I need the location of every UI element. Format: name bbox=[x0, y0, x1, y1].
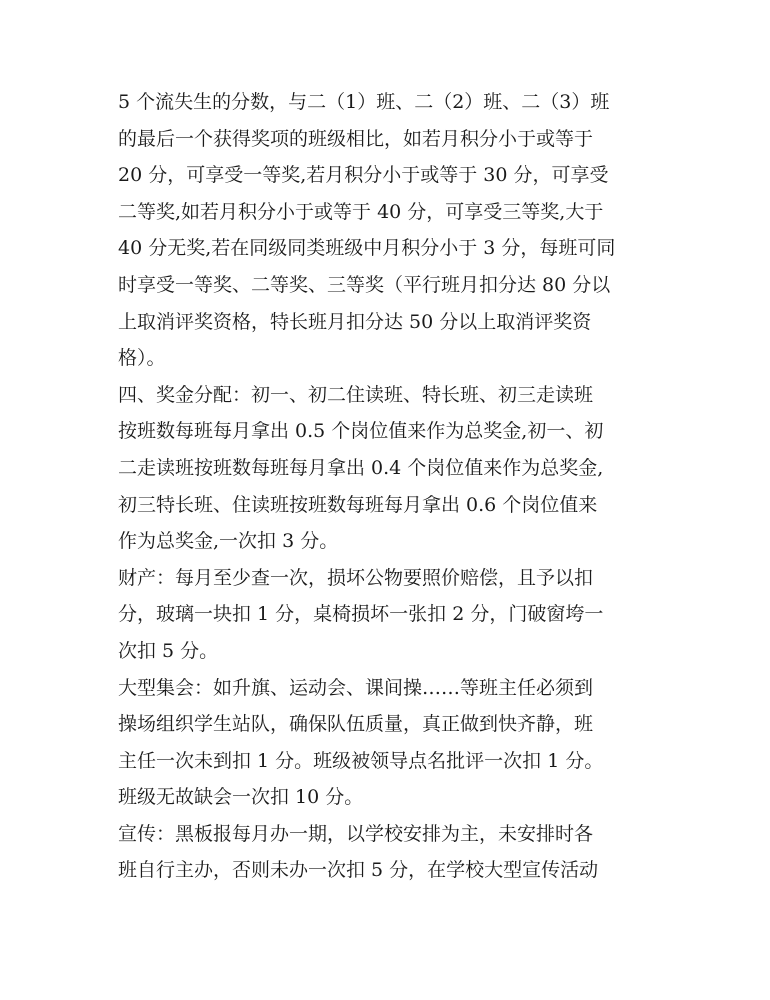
text-line: 格）。 bbox=[118, 347, 166, 370]
text-line: 班自行主办，否则未办一次扣 5 分，在学校大型宣传活动 bbox=[118, 859, 599, 882]
text-line: 40 分无奖,若在同级同类班级中月积分小于 3 分，每班可同 bbox=[118, 237, 616, 260]
text-line: 时享受一等奖、二等奖、三等奖（平行班月扣分达 80 分以 bbox=[118, 273, 611, 296]
text-line: 宣传：黑板报每月办一期，以学校安排为主，未安排时各 bbox=[118, 822, 594, 845]
text-line: 分，玻璃一块扣 1 分，桌椅损坏一张扣 2 分，门破窗垮一 bbox=[118, 603, 604, 626]
text-line: 的最后一个获得奖项的班级相比，如若月积分小于或等于 bbox=[118, 127, 594, 150]
text-line: 操场组织学生站队，确保队伍质量，真正做到快齐静，班 bbox=[118, 713, 594, 736]
text-line: 20 分，可享受一等奖,若月积分小于或等于 30 分，可享受 bbox=[118, 164, 609, 187]
text-line: 次扣 5 分。 bbox=[118, 639, 219, 662]
text-line: 财产：每月至少查一次，损坏公物要照价赔偿，且予以扣 bbox=[118, 566, 594, 589]
text-line: 二等奖,如若月积分小于或等于 40 分，可享受三等奖,大于 bbox=[118, 200, 604, 223]
text-line: 班级无故缺会一次扣 10 分。 bbox=[118, 786, 364, 809]
text-line: 二走读班按班数每班每月拿出 0.4 个岗位值来作为总奖金, bbox=[118, 456, 604, 479]
text-line: 上取消评奖资格，特长班月扣分达 50 分以上取消评奖资 bbox=[118, 310, 592, 333]
text-line: 大型集会：如升旗、运动会、课间操……等班主任必须到 bbox=[118, 676, 594, 699]
text-line: 5 个流失生的分数，与二（1）班、二（2）班、二（3）班 bbox=[118, 91, 610, 113]
text-line: 作为总奖金,一次扣 3 分。 bbox=[118, 530, 339, 553]
text-line: 主任一次未到扣 1 分。班级被领导点名批评一次扣 1 分。 bbox=[118, 749, 604, 772]
text-line: 初三特长班、住读班按班数每班每月拿出 0.6 个岗位值来 bbox=[118, 493, 598, 516]
text-line: 按班数每班每月拿出 0.5 个岗位值来作为总奖金,初一、初 bbox=[118, 420, 604, 443]
document-body bbox=[118, 84, 658, 889]
text-line: 四、奖金分配：初一、初二住读班、特长班、初三走读班 bbox=[118, 383, 594, 406]
